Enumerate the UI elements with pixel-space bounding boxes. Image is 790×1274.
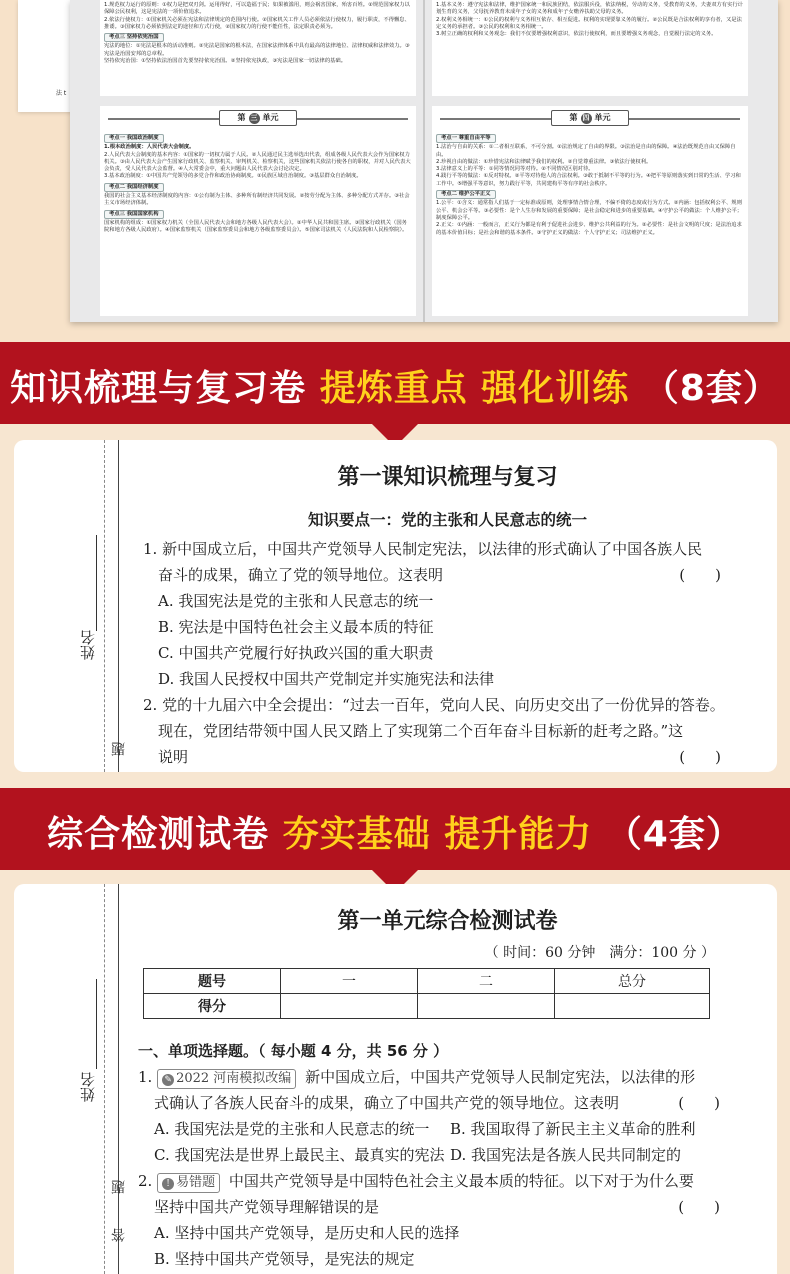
- question-1: [138, 1064, 720, 1168]
- answer-paren[interactable]: ( ): [679, 748, 721, 766]
- page-text-line: 3.树立正确的权利和义务观念：我们不仅要增强权利意识，依法行使权利，而且要增强义务观念，自觉履行法定的义务。: [436, 31, 717, 38]
- page-text-line: 1.根本政治制度：人民代表大会制度。: [104, 144, 195, 151]
- seal-char: 题: [111, 1180, 127, 1194]
- banner-test-text: [0, 806, 790, 857]
- question-stem-line: 坚持中国共产党领导理解错误的是: [154, 1198, 380, 1216]
- option-c[interactable]: C. 我国宪法是世界上最民主、最真实的宪法: [154, 1146, 445, 1164]
- unit-header-3: [104, 110, 412, 128]
- banner-review: [0, 342, 790, 424]
- name-underline: [96, 979, 97, 1069]
- name-underline: [96, 535, 97, 631]
- page-text-line: 坚持依宪治国：①坚持依法治国首先要坚持依宪治国。②坚持依宪执政，③宪法是国家一切法律的基础。: [104, 58, 347, 65]
- right-page-top: [432, 0, 748, 96]
- right-page-bottom: [432, 106, 748, 316]
- left-page-top: [100, 0, 416, 96]
- paper-title: 第一课知识梳理与复习: [337, 464, 558, 490]
- binding-dashed-line: [104, 884, 105, 1274]
- option-b[interactable]: B. 坚持中国共产党领导，是宪法的规定: [154, 1250, 415, 1268]
- warning-icon: !: [162, 1178, 174, 1190]
- question-number: 2.: [138, 1172, 153, 1190]
- binding-dashed-line: [104, 440, 105, 772]
- answer-paren[interactable]: ( ): [678, 1094, 720, 1112]
- question-1: [143, 536, 721, 692]
- option-d[interactable]: D. 我国宪法是各族人民共同制定的: [450, 1146, 682, 1164]
- banner-count: （4套）: [605, 814, 743, 855]
- banner-white-text: 知识梳理与复习卷: [10, 368, 307, 409]
- question-stem-line: 2. 党的十九届六中全会提出：“过去一百年，党向人民、向历史交出了一份优异的答卷。: [143, 696, 725, 714]
- section-heading: 一、单项选择题。（ 每小题 4 分，共 56 分 ）: [138, 1042, 449, 1060]
- question-stem-line: 式确认了各族人民奋斗的成果，确立了中国共产党的领导地位。这表明: [154, 1094, 620, 1112]
- knowledge-point-title: 知识要点一：党的主张和人民意志的统一: [307, 511, 587, 529]
- error-prone-tag: ! 易错题: [157, 1173, 220, 1193]
- banner-test: [0, 788, 790, 870]
- score-header: 题号: [144, 969, 281, 994]
- page-text-line: 我国的社会主义基本经济制度的内容：①公有制为主体、多种所有制经济共同发展。②按劳分配为主体、多种分配方式并存。③社会主义市场经济体制。: [104, 193, 410, 207]
- left-page-bottom: [100, 106, 416, 316]
- banner-count: （8套）: [642, 368, 780, 409]
- page-text-line: 2.珍视自由的做法：①珍惜宪法和法律赋予我们的权利。②自觉尊重法律。③依法行使权利。: [436, 158, 652, 165]
- banner-white-text: 综合检测试卷: [47, 814, 270, 855]
- seal-char: 题: [111, 742, 127, 756]
- section-tag: 考点三 我国国家机构: [104, 210, 164, 219]
- unit-tag: 第 四 单元: [551, 110, 629, 126]
- option-a[interactable]: A. 我国宪法是党的主张和人民意志的统一: [158, 592, 434, 610]
- question-stem-line: 中国共产党领导是中国特色社会主义最本质的特征。以下对于为什么要: [228, 1172, 694, 1190]
- page-text-line: 1.规范权力运行的原则：①权力是把双刃剑。运用得好，可以造福于民；如果被滥用，则会祸害国家，殆害百姓。②规范国家权力以保障公民权利，这是宪法的一项价值追求。: [104, 2, 410, 16]
- left-page-bottom-lines: [104, 132, 412, 235]
- page-text-line: 2.正义：①内涵：一般而言，正义行为都是有利于促进社会进步、维护公共利益的行为。②必要性：是社会文明的尺度；是法治追求的基本价值目标；是社会和谐的基本条件。③守护正义的做法：个人守护正义；司法维护正义。: [436, 222, 742, 236]
- source-tag: ✎ 2022 河南模拟改编: [157, 1069, 296, 1089]
- page-text-line: 2.人民代表大会制度的基本内容：①国家的一切权力属于人民。②人民通过民主选举选出代表，组成各级人民代表大会作为国家权力机关。③由人民代表大会产生国家行政机关、监察机关、审判机关、检察机关，这些国家机关依法行使各自的职权，并对人民代表大会负责，受人民代表大会监督。④人大常委会中，重大问题由人民代表大会讨论决定。: [104, 151, 411, 173]
- score-label: 得分: [144, 994, 281, 1019]
- page-text-line: 4.践行平等的做法：①反对特权。②平等对待他人的合法权利。③敢于抵制不平等的行为。④把平等原则落实到日常的生活、学习和工作中。⑤增强平等意识，努力践行平等，共同建构平等有序的社会秩序。: [436, 173, 741, 187]
- section-tag: 考点二 维护公平正义: [436, 190, 496, 199]
- option-c[interactable]: C. 中国共产党履行好执政兴国的重大职责: [158, 644, 434, 662]
- page-text-line: 1.公平：①含义：通常指人们基于一定标准或原则，处理事情合情合理，不偏不倚的态度或行为方式。②内涵：包括权利公平、规则公平、机会公平等。③必要性：是个人生存和发展的重要保障；是社会稳定和进步的重要基础。④守护公平的做法：个人维护公平；制度保障公平。: [436, 200, 743, 221]
- pin-icon: ✎: [162, 1074, 174, 1086]
- page-text-line: 3.法律意义上的平等：①同等情况同等对待。②不同情况区别对待。: [436, 166, 594, 173]
- book-spine: [423, 0, 425, 322]
- section-tag: 考点二 我国经济制度: [104, 183, 164, 192]
- score-header: 二: [418, 969, 555, 994]
- page-text-line: 3.基本政治制度：①中国共产党领导的多党合作和政治协商制度。②民族区域自治制度。③基层群众自治制度。: [104, 173, 362, 180]
- review-paper-card: [14, 440, 777, 772]
- answer-paren[interactable]: ( ): [678, 1198, 720, 1216]
- section-tag: 考点一 我国政治制度: [104, 134, 164, 143]
- seal-char: 答: [111, 1228, 127, 1242]
- banner-yellow-text: 提炼重点 强化训练: [319, 368, 630, 409]
- page-text-line: 1.基本义务：遵守宪法和法律，维护国家统一和民族团结，依法服兵役，依法纳税，劳动的义务，受教育的义务，夫妻双方有实行计划生育的义务，父母抚养教育未成年子女的义务和成年子女赡养扶助父母的义务。: [436, 2, 743, 16]
- book-spread: [70, 0, 778, 322]
- name-label: 姓名: [79, 630, 97, 660]
- paper-title: 第一单元综合检测试卷: [337, 908, 558, 934]
- edge-page-text: 法 t: [56, 90, 67, 97]
- question-stem-line: 现在，党团结带领中国人民又踏上了实现第二个百年奋斗目标新的赶考之路。”这: [158, 722, 684, 740]
- score-header: 一: [281, 969, 418, 994]
- test-paper-card: [14, 884, 777, 1274]
- section-tag: 考点一 尊重自由平等: [436, 134, 496, 143]
- score-cell[interactable]: [281, 994, 418, 1019]
- book-preview: [0, 0, 790, 342]
- name-label: 姓名: [79, 1072, 97, 1102]
- exam-meta: （ 时间：60 分钟 满分：100 分 ）: [484, 945, 715, 961]
- question-number: 1.: [138, 1068, 153, 1086]
- score-cell[interactable]: [555, 994, 710, 1019]
- option-d[interactable]: D. 我国人民授权中国共产党制定并实施宪法和法律: [158, 670, 495, 688]
- page-text-line: 国家机构的组成：①国家权力机关（全国人民代表大会和地方各级人民代表大会）。②中华人民共和国主席。③国家行政机关（国务院和地方各级人民政府）。④国家监察机关（国家监察委员会和地方各级监察委员会）。⑤国家司法机关（人民法院和人民检察院）。: [104, 219, 408, 234]
- question-stem-line: 说明: [158, 748, 189, 766]
- page-text-line: 2.依法行使权力：①国家机关必须在宪法和法律规定的范围内行使。②国家机关工作人员必须依法行使权力，履行职责，不得懈怠、推诿。③国家权力必须依照法定的途径和方式行使，②国家权力的行使不能任性，法定职责必须为。: [104, 16, 410, 30]
- question-2: [143, 692, 725, 770]
- right-page-bottom-lines: [436, 132, 744, 237]
- question-stem-line: 奋斗的成果，确立了党的领导地位。这表明: [158, 566, 444, 584]
- page-text-line: 2.权利义务相统一：①公民的权利与义务相互依存、相互促进。权利的实现要靠义务的履行。②公民既是合法权利的享有者，又是法定义务的承担者。③公民的权利和义务相统一。: [436, 16, 742, 30]
- score-table: [143, 968, 710, 1019]
- option-a[interactable]: A. 我国宪法是党的主张和人民意志的统一: [154, 1120, 430, 1138]
- banner-review-text: [0, 360, 790, 411]
- section-tag: 考点三 坚持依宪治国: [104, 33, 164, 42]
- page-text-line: 1.法治与自由的关系：①二者相互联系，不可分割。②法治规定了自由的界限。③法治是自由的保障。④法治既规范自由又保障自由。: [436, 144, 736, 158]
- answer-paren[interactable]: ( ): [679, 566, 721, 584]
- score-header: 总分: [555, 969, 710, 994]
- banner-yellow-text: 夯实基础 提升能力: [282, 814, 593, 855]
- score-cell[interactable]: [418, 994, 555, 1019]
- page-text-line: 宪法的地位：①宪法是根本的活动准则。②宪法是国家的根本法，在国家法律体系中具有最高的法律地位、法律权威和法律效力。③宪法是治国安邦的总章程。: [104, 43, 410, 57]
- question-2: [138, 1168, 720, 1272]
- unit-tag: 第 三 单元: [219, 110, 297, 126]
- binding-solid-line: [118, 884, 119, 1274]
- question-stem-line: 新中国成立后，中国共产党领导人民制定宪法，以法律的形: [305, 1068, 696, 1086]
- option-b[interactable]: B. 宪法是中国特色社会主义最本质的特征: [158, 618, 434, 636]
- option-a[interactable]: A. 坚持中国共产党领导，是历史和人民的选择: [154, 1224, 460, 1242]
- question-stem-line: 1. 新中国成立后，中国共产党领导人民制定宪法，以法律的形式确认了中国各族人民: [143, 540, 703, 558]
- option-b[interactable]: B. 我国取得了新民主主义革命的胜利: [450, 1120, 696, 1138]
- unit-header-4: [436, 110, 744, 128]
- edge-page: [18, 0, 72, 112]
